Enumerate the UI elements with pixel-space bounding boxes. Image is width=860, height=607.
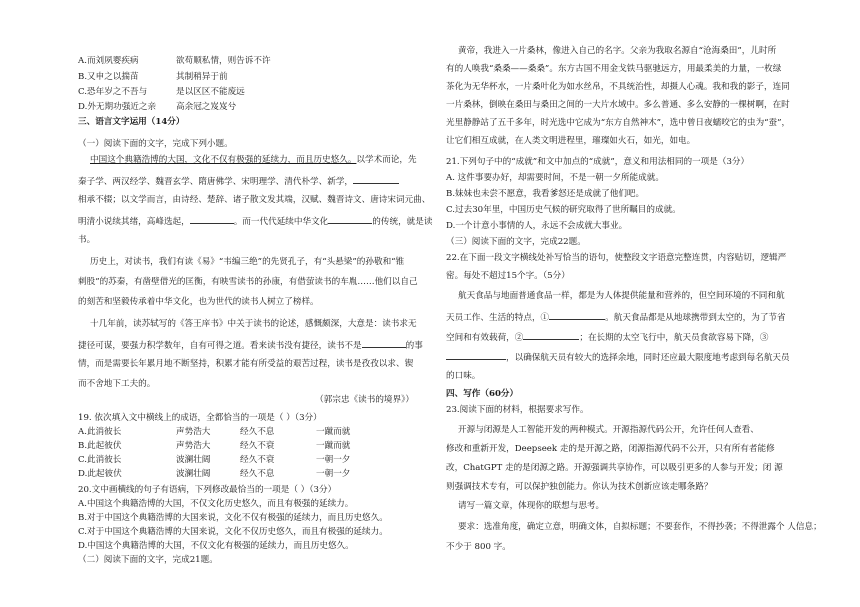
subsection-3-instruction: （三）阅读下面的文字，完成22题。	[446, 237, 586, 247]
material-line-3: 改，ChatGPT 走的是闭源之路。开源强调共享协作，可以吸引更多的人参与开发；闭 源	[446, 463, 783, 473]
reading-line-4: 一片桑林，倒映在桑田与桑田之间的一大片水域中。多么普通、多么安静的一棵树啊，在时	[446, 100, 790, 110]
option-c-right: 是以区区不能废远	[176, 87, 245, 97]
reading-line-3: 茶化为无华杯水，一片桑叶化为如水丝帛，不具统治性，却摄人心魂。我和我的影子，连同	[446, 82, 790, 92]
material-line-5: 请写一篇文章，体现你的联想与思考。	[458, 501, 605, 511]
question-20: 20.文中画横线的句子有语病，下列修改最恰当的一项是（ ）（3分）	[78, 485, 337, 495]
option-d-right: 高余冠之岌岌兮	[176, 102, 237, 112]
passage-1-line-2: 秦子学、两汉经学、魏晋玄学、隋唐佛学、宋明理学、清代朴学、新学，	[78, 174, 399, 189]
option-b-right: 其制稍异于前	[176, 72, 228, 82]
exam-page: A.而刘夙婴疾病 欲苟顺私情，则告诉不许 B.又申之以揣苗 其制稍异于前 C.恐年岁之不吾与 是以区区不能废远 D.外无期功强近之亲 高余冠之岌岌兮 三、语言文字运用（14分） （一）阅读下面的文字，完成下列小题。 中国这个典籍浩博的大国，文化不仅有极强的延续力，而且历史悠久。以学术而论，先 秦子学、两汉经学、魏晋玄学、隋唐佛学、宋明理学、清代朴学、新学， 相承不辍；以文学而言，由诗经、楚辞、诸子散文发其端，汉赋、魏晋诗文、唐诗宋词元曲、 明清小说续其绪，高峰选起， 。而一代代延续中华文化 的传统，就是读 书。 历史上，对读书，我们有读《易》“韦编三绝”的先贤孔子，有“头悬梁”的孙敬和“锥 刺股”的苏秦，有凿壁借光的匡衡，有映雪读书的孙康，有借萤读书的车胤……他们以自己 的刻苦和坚毅传承着中华文化，也为世代的读书人树立了榜样。 十几年前，读苏轼写的《答王庠书》中关于读书的论述，感慨颇深，大意是：读书求无 捷径可谋，要强力积学数年，自有可得之道。看来读书没有捷径，读书不是 的事 情，而是需要长年累月地不断坚持，积累才能有所受益的艰苦过程，读书是孜孜以求、锲 而不舍地下工夫的。 （郭宗忠《读书的境界》） 19. 依次填入文中横线上的成语，全都恰当的一项是（ ）（3分） A.此消彼长 声势浩大 经久不息 一蹴而就 B.此起彼伏 声势浩大 经久不衰 一蹴而就 C.此消彼长 波澜壮阔 经久不衰 一朝一夕 D.此起彼伏 波澜壮阔 经久不息 一朝一夕 20.文中画横线的句子有语病，下列修改最恰当的一项是（ ）（3分） A.中国这个典籍浩博的大国，不仅文化历史悠久，而且有极强的延续力。 B.对于中国这个典籍浩博的大国来说，文化不仅有极强的延续力，而且历史悠久。 C.对于中国这个典籍浩博的大国来说，文化不仅历史悠久，而且有极强的延续力。 D.中国这个典籍浩博的大国，不仅文化有极强的延续力，而且历史悠久。 （二）阅读下面的文字，完成21题。 黄帝，我进入一片桑林，像进入自己的名字。父亲为我取名源自“沧海桑田”，儿时所 有的人唤我“桑桑——桑桑”。东方古国不用金戈铁马驱驰远方，用最柔美的力量，一枚绿 茶化为无华杯水，一片桑叶化为如水丝帛，不具统治性，却摄人心魂。我和我的影子，连同 一片桑林，倒映在桑田与桑田之间的一大片水域中。多么普通、多么安静的一棵树啊，在时 光里静静站了五千多年，时光选中它成为“东方自然神木”，选中曾日夜蠕咬它的虫为“蚕”， 让它们相互成就，在人类文明进程里，璀璨如火石，如光，如电。 21.下列句子中的“成就”和文中加点的“成就”，意义和用法相同的一项是（3分） A. 这件事要办好，却需要时间，不是一朝一夕所能成就。 B.妹妹也未尝不愿意，我看爹怒还是成就了他们吧。 C.过去30年里，中国历史气候的研究取得了世所瞩目的成就。 D.一个计意小事情的人，永远不会成就大事业。 （三）阅读下面的文字，完成22题。 22.在下面一段文字横线处补写恰当的语句，使整段文字语意完整连贯，内容贴切，逻辑严 密。每处不超过15个字。（5分） 航天食品与地面普通食品一样，都是为人体提供能量和营养的，但空间环境的不同和航 天员工作、生活的特点，① 。航天食品都是从地球携带到太空的，为了节省 空间和有效载荷，② ；在长期的太空飞行中，航天员食欲容易下降，③ ，以确保航天员有较大的选择余地，同时还应最大限度地考虑到每名航天员 的口味。 四、写作（60分） 23.阅读下面的材料，根据要求写作。 开源与闭源是人工智能开发的两种模式。开源指源代码公开，允许任何人查看、 修改和重新开发，Deepseek 走的是开源之路，闭源指源代码不公开，只有所有者能修 改，ChatGPT 走的是闭源之路。开源强调共享协作，可以吸引更多的人参与开发；闭 源 则强调技术专有，可以保护独创能力。你认为技术创新应该走哪条路？ 请写一篇文章，体现你的联想与思考。 要求：选准角度，确定立意，明确文体，自拟标题；不要套作，不得抄袭；不得泄露个 人信息； 不少于 800 字。	[78, 46, 822, 565]
q20-option-a: A.中国这个典籍浩博的大国，不仅文化历史悠久，而且有极强的延续力。	[78, 499, 354, 509]
reading-line-5: 光里静静站了五千多年，时光选中它成为“东方自然神木”，选中曾日夜蠕咬它的虫为“蚕”，	[446, 118, 791, 128]
reading-line-6: 让它们相互成就，在人类文明进程里，璀璨如火石，如光，如电。	[446, 136, 696, 146]
passage-2-line-1: 历史上，对读书，我们有读《易》“韦编三绝”的先贤孔子，有“头悬梁”的孙敬和“锥	[90, 257, 405, 267]
material-line-1: 开源与闭源是人工智能开发的两种模式。开源指源代码公开，允许任何人查看、	[458, 425, 759, 435]
section-3-heading: 三、语言文字运用（14分）	[78, 117, 185, 127]
question-23: 23.阅读下面的材料，根据要求写作。	[446, 405, 589, 415]
answer-blank-2[interactable]	[523, 330, 579, 340]
underlined-sentence: 中国这个典籍浩博的大国，文化不仅有极强的延续力，而且历史悠久。	[90, 155, 357, 165]
option-a-right: 欲苟顺私情，则告诉不许	[176, 56, 271, 66]
answer-blank-1[interactable]	[549, 310, 605, 320]
subsection-1-instruction: （一）阅读下面的文字，完成下列小题。	[78, 139, 233, 149]
q21-option-d: D.一个计意小事情的人，永远不会成就大事业。	[446, 221, 628, 231]
option-a-left: A.而刘夙婴疾病	[78, 56, 139, 66]
section-4-heading: 四、写作（60分）	[446, 389, 519, 399]
subsection-2-instruction: （二）阅读下面的文字，完成21题。	[78, 555, 218, 565]
reading-line-1: 黄帝，我进入一片桑林，像进入自己的名字。父亲为我取名源自“沧海桑田”，儿时所	[458, 46, 777, 56]
passage-1-line-1: 中国这个典籍浩博的大国，文化不仅有极强的延续力，而且历史悠久。以学术而论，先	[90, 155, 417, 165]
blank-3	[328, 214, 372, 224]
passage-3-line-3: 情，而是需要长年累月地不断坚持，积累才能有所受益的艰苦过程，读书是孜孜以求、锲	[78, 359, 414, 369]
question-22-line-2: 密。每处不超过15个字。（5分）	[446, 271, 570, 281]
option-d-left: D.外无期功强近之亲	[78, 102, 157, 112]
passage-2-line-2: 刺股”的苏秦，有凿壁借光的匡衡，有映雪读书的孙康，有借萤读书的车胤……他们以自己	[78, 277, 418, 287]
passage-1-line-4: 明清小说续其绪，高峰选起， 。而一代代延续中华文化 的传统，就是读	[78, 214, 432, 229]
q20-option-b: B.对于中国这个典籍浩博的大国来说，文化不仅有极强的延续力，而且历史悠久。	[78, 513, 388, 523]
q22-passage-line-1: 航天食品与地面普通食品一样，都是为人体提供能量和营养的，但空间环境的不同和航	[458, 291, 785, 301]
passage-1-line-3: 相承不辍；以文学而言，由诗经、楚辞、诸子散文发其端，汉赋、魏晋诗文、唐诗宋词元曲、	[78, 195, 431, 205]
requirements-line-2: 不少于 800 字。	[446, 542, 511, 552]
passage-3-line-1: 十几年前，读苏轼写的《答王庠书》中关于读书的论述，感慨颇深，大意是：读书求无	[90, 319, 417, 329]
question-21: 21.下列句子中的“成就”和文中加点的“成就”，意义和用法相同的一项是（3分）	[446, 157, 750, 167]
passage-3-line-4: 而不舍地下工夫的。	[78, 379, 156, 389]
blank-2	[190, 214, 234, 224]
q20-option-d: D.中国这个典籍浩博的大国，不仅文化有极强的延续力，而且历史悠久。	[78, 541, 354, 551]
answer-blank-3[interactable]	[446, 350, 506, 360]
q22-passage-line-3: 空间和有效载荷，② ；在长期的太空飞行中，航天员食欲容易下降，③	[446, 330, 768, 345]
q22-passage-line-5: 的口味。	[446, 371, 481, 381]
q21-option-c: C.过去30年里，中国历史气候的研究取得了世所瞩目的成就。	[446, 205, 681, 215]
q21-option-a: A. 这件事要办好，却需要时间，不是一朝一夕所能成就。	[446, 173, 664, 183]
question-22-line-1: 22.在下面一段文字横线处补写恰当的语句，使整段文字语意完整连贯，内容贴切，逻辑严	[446, 253, 787, 263]
material-line-4: 则强调技术专有，可以保护独创能力。你认为技术创新应该走哪条路？	[446, 482, 713, 492]
q21-option-b: B.妹妹也未尝不愿意，我看爹怒还是成就了他们吧。	[446, 189, 645, 199]
question-19: 19. 依次填入文中横线上的成语，全都恰当的一项是（ ）（3分）	[78, 413, 322, 423]
blank-4	[362, 338, 406, 348]
option-c-left: C.恐年岁之不吾与	[78, 87, 148, 97]
passage-1-line-5: 书。	[78, 235, 96, 245]
passage-2-line-3: 的刻苦和坚毅传承着中华文化，也为世代的读书人树立了榜样。	[78, 297, 319, 307]
requirements-line-1: 要求：选准角度，确定立意，明确文体，自拟标题；不要套作，不得抄袭；不得泄露个 人信息；	[458, 522, 822, 532]
q22-passage-line-2: 天员工作、生活的特点，① 。航天食品都是从地球携带到太空的，为了节省	[446, 310, 786, 325]
option-b-left: B.又申之以揣苗	[78, 72, 139, 82]
blank-1	[353, 174, 399, 184]
q22-passage-line-4: ，以确保航天员有较大的选择余地，同时还应最大限度地考虑到每名航天员	[446, 350, 790, 365]
passage-3-line-2: 捷径可谋，要强力积学数年，自有可得之道。看来读书没有捷径，读书不是 的事	[78, 338, 423, 353]
passage-source: （郭宗忠《读书的境界》）	[315, 395, 414, 405]
q20-option-c: C.对于中国这个典籍浩博的大国来说，文化不仅历史悠久，而且有极强的延续力。	[78, 527, 388, 537]
material-line-2: 修改和重新开发，Deepseek 走的是开源之路，闭源指源代码不公开，只有所有者能修	[446, 444, 775, 454]
reading-line-2: 有的人唤我“桑桑——桑桑”。东方古国不用金戈铁马驱驰远方，用最柔美的力量，一枚绿	[446, 64, 782, 74]
